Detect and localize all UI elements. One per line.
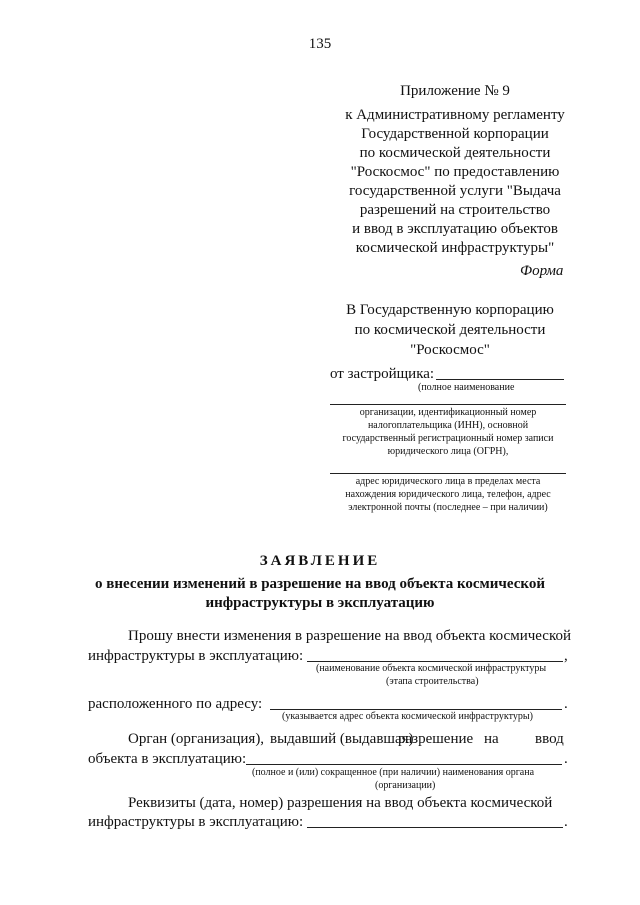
hint-line: электронной почты (последнее – при наличии)	[348, 502, 548, 513]
appendix-block	[320, 106, 590, 258]
p3-word: на	[484, 731, 499, 747]
p1-end: ,	[564, 648, 568, 664]
appendix-line: к Административному регламенту	[345, 107, 565, 123]
p3-end: .	[564, 751, 568, 767]
hint-line: нахождения юридического лица, телефон, адрес	[345, 489, 551, 500]
developer-hint-2	[326, 406, 570, 458]
p1-line-1: Прошу внести изменения в разрешение на ввод объекта космической	[128, 628, 572, 644]
hint-line: государственный регистрационный номер записи	[342, 433, 554, 444]
hint-line: организации, идентификационный номер	[359, 407, 537, 418]
addressee-line: В Государственную корпорацию	[346, 302, 554, 318]
p4-line-1: Реквизиты (дата, номер) разрешения на ввод объекта космической	[128, 795, 553, 811]
p2-label: расположенного по адресу:	[88, 696, 263, 712]
hint-line: юридического лица (ОГРН),	[387, 446, 509, 457]
developer-details-line[interactable]	[330, 404, 566, 405]
appendix-line: "Роскосмос" по предоставлению	[350, 164, 560, 180]
p3-word: выдавший (выдавшая)	[270, 731, 414, 747]
p3-hint-2: (организации)	[375, 780, 436, 791]
developer-hint-1: (полное наименование	[418, 382, 515, 393]
addressee-line: "Роскосмос"	[410, 342, 490, 358]
addressee-line: по космической деятельности	[354, 322, 546, 338]
p4-end: .	[564, 814, 568, 830]
form-label: Форма	[520, 263, 564, 279]
p2-end: .	[564, 696, 568, 712]
appendix-line: и ввод в эксплуатацию объектов	[352, 221, 558, 237]
p3-word: Орган (организация),	[128, 731, 265, 747]
p2-hint: (указывается адрес объекта космической инфраструктуры)	[282, 711, 533, 722]
appendix-line: космической инфраструктуры"	[355, 240, 555, 256]
appendix-line: государственной услуги "Выдача	[349, 183, 561, 199]
p1-hint-2: (этапа строительства)	[386, 676, 479, 687]
issuing-body-line[interactable]	[246, 764, 562, 765]
p3-line-2: объекта в эксплуатацию:	[88, 751, 247, 767]
p1-hint-1: (наименование объекта космической инфраструктуры	[316, 663, 547, 674]
p3-word: разрешение	[398, 731, 474, 747]
permit-details-line[interactable]	[307, 827, 563, 828]
hint-line: налогоплательщика (ИНН), основной	[367, 420, 529, 431]
p3-word: ввод	[535, 731, 564, 747]
statement-subtitle-2: инфраструктуры в эксплуатацию	[205, 595, 435, 611]
from-developer-label: от застройщика:	[330, 366, 435, 382]
p3-hint-1: (полное и (или) сокращенное (при наличии) наименования органа	[252, 767, 535, 778]
appendix-title: Приложение № 9	[400, 83, 510, 99]
statement-subtitle-1: о внесении изменений в разрешение на ввод объекта космической	[95, 576, 545, 592]
developer-address-line[interactable]	[330, 473, 566, 474]
hint-line: адрес юридического лица в пределах места	[355, 476, 541, 487]
p1-line-2: инфраструктуры в эксплуатацию:	[88, 648, 304, 664]
statement-title: ЗАЯВЛЕНИЕ	[259, 553, 381, 569]
page-number: 135	[308, 36, 332, 52]
p4-line-2: инфраструктуры в эксплуатацию:	[88, 814, 304, 830]
addressee-block	[320, 300, 580, 360]
appendix-line: разрешений на строительство	[359, 202, 551, 218]
appendix-line: Государственной корпорации	[361, 126, 549, 142]
appendix-line: по космической деятельности	[359, 145, 551, 161]
developer-name-line[interactable]	[436, 379, 564, 380]
developer-hint-3	[326, 475, 570, 514]
